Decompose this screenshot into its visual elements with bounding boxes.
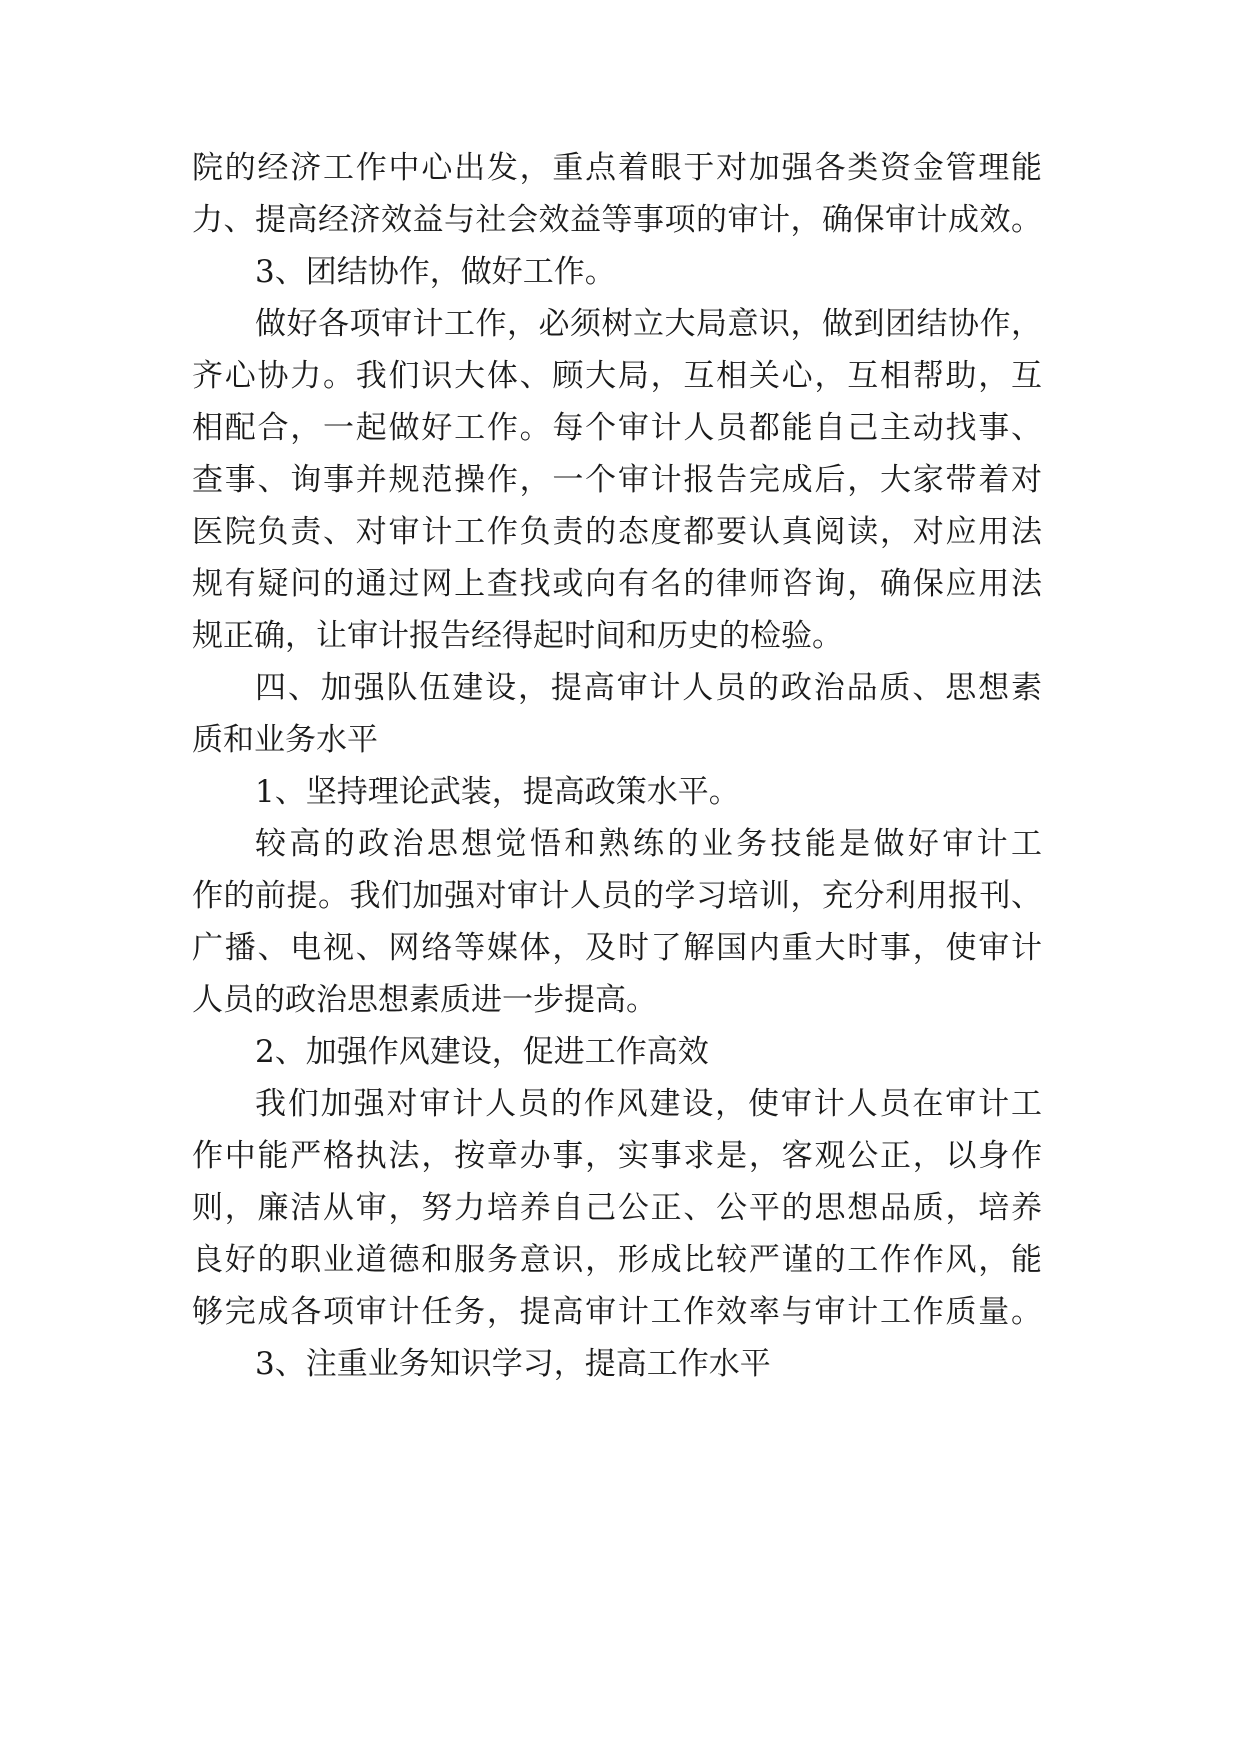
text-line: 规有疑问的通过网上查找或向有名的律师咨询，确保应用法 (192, 566, 1042, 602)
text-line: 够完成各项审计任务，提高审计工作效率与审计工作质量。 (192, 1294, 1042, 1330)
text-line: 规正确，让审计报告经得起时间和历史的检验。 (192, 618, 843, 654)
section-heading: 四、加强队伍建设，提高审计人员的政治品质、思想素 (255, 670, 1042, 706)
text-line: 齐心协力。我们识大体、顾大局，互相关心，互相帮助，互 (192, 358, 1042, 394)
text-line: 作中能严格执法，按章办事，实事求是，客观公正，以身作 (192, 1138, 1042, 1174)
text-line: 医院负责、对审计工作负责的态度都要认真阅读，对应用法 (192, 514, 1042, 550)
subsection-heading: 1、坚持理论武装，提高政策水平。 (255, 774, 740, 810)
section-heading: 3、团结协作，做好工作。 (255, 254, 616, 290)
text-line: 查事、询事并规范操作，一个审计报告完成后，大家带着对 (192, 462, 1042, 498)
text-line: 相配合，一起做好工作。每个审计人员都能自己主动找事、 (192, 410, 1042, 446)
text-line: 作的前提。我们加强对审计人员的学习培训，充分利用报刊、 (192, 878, 1042, 914)
text-line: 良好的职业道德和服务意识，形成比较严谨的工作作风，能 (192, 1242, 1042, 1278)
text-line: 力、提高经济效益与社会效益等事项的审计，确保审计成效。 (192, 202, 1042, 238)
section-heading: 质和业务水平 (192, 722, 378, 758)
text-line: 我们加强对审计人员的作风建设，使审计人员在审计工 (255, 1086, 1042, 1122)
text-line: 则，廉洁从审，努力培养自己公正、公平的思想品质，培养 (192, 1190, 1042, 1226)
text-line: 院的经济工作中心出发，重点着眼于对加强各类资金管理能 (192, 150, 1042, 186)
text-line: 做好各项审计工作，必须树立大局意识，做到团结协作， (255, 306, 1042, 342)
text-line: 广播、电视、网络等媒体，及时了解国内重大时事，使审计 (192, 930, 1042, 966)
subsection-heading: 3、注重业务知识学习，提高工作水平 (255, 1346, 771, 1382)
subsection-heading: 2、加强作风建设，促进工作高效 (255, 1034, 709, 1070)
text-line: 较高的政治思想觉悟和熟练的业务技能是做好审计工 (255, 826, 1042, 862)
text-line: 人员的政治思想素质进一步提高。 (192, 982, 657, 1018)
